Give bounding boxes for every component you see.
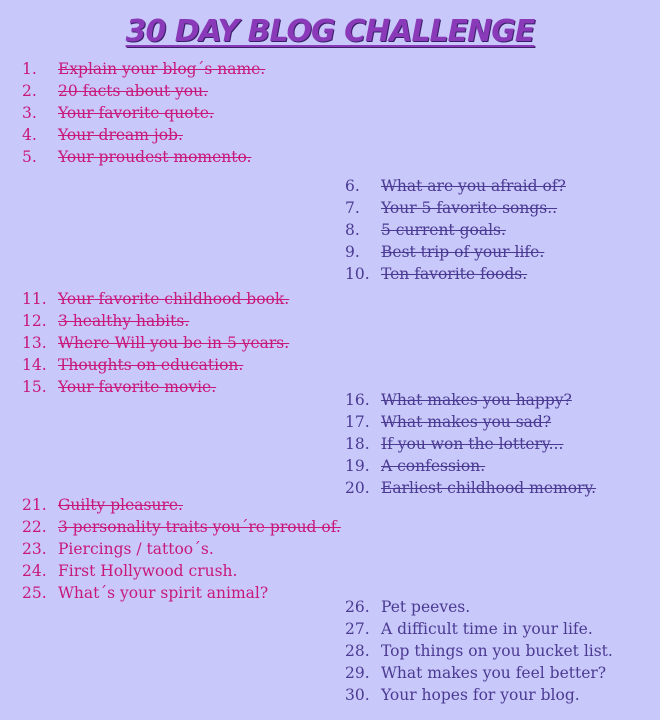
challenge-item	[345, 455, 596, 477]
item-text: Pet peeves.	[381, 598, 471, 616]
item-text: What makes you feel better?	[381, 664, 607, 682]
item-number: 10.	[345, 265, 370, 283]
item-number: 26.	[345, 598, 370, 616]
page-title: 30 DAY BLOG CHALLENGE	[125, 14, 535, 49]
item-text: Guilty pleasure.	[58, 496, 183, 514]
challenge-item	[22, 102, 265, 124]
item-text: Your dream job.	[58, 126, 183, 144]
item-text: 3 healthy habits.	[58, 312, 190, 330]
item-number: 5.	[22, 148, 37, 166]
item-number: 7.	[345, 199, 360, 217]
challenge-item	[345, 662, 613, 684]
item-text: Piercings / tattoo´s.	[58, 540, 214, 558]
item-text: Explain your blog´s name.	[58, 60, 266, 78]
item-text: What are you afraid of?	[381, 177, 566, 195]
item-text: Top things on you bucket list.	[381, 642, 613, 660]
item-number: 20.	[345, 479, 370, 497]
challenge-group-6	[345, 596, 613, 706]
item-text: If you won the lottery...	[381, 435, 564, 453]
item-text: Your hopes for your blog.	[381, 686, 580, 704]
challenge-item	[22, 146, 265, 168]
item-number: 21.	[22, 496, 47, 514]
item-number: 29.	[345, 664, 370, 682]
item-number: 17.	[345, 413, 370, 431]
challenge-item	[22, 560, 341, 582]
item-text: Ten favorite foods.	[381, 265, 528, 283]
challenge-item	[22, 494, 341, 516]
challenge-group-4	[345, 389, 596, 499]
item-number: 16.	[345, 391, 370, 409]
item-text: Best trip of your life.	[381, 243, 545, 261]
challenge-group-1	[22, 58, 265, 168]
item-text: A difficult time in your life.	[381, 620, 593, 638]
item-number: 2.	[22, 82, 37, 100]
item-text: Earliest childhood memory.	[381, 479, 597, 497]
item-number: 24.	[22, 562, 47, 580]
item-text: Thoughts on education.	[58, 356, 244, 374]
item-number: 30.	[345, 686, 370, 704]
item-text: Your favorite childhood book.	[58, 290, 290, 308]
item-number: 13.	[22, 334, 47, 352]
item-number: 25.	[22, 584, 47, 602]
challenge-item	[22, 288, 289, 310]
item-number: 27.	[345, 620, 370, 638]
item-number: 18.	[345, 435, 370, 453]
item-number: 11.	[22, 290, 47, 308]
challenge-item	[345, 241, 566, 263]
item-number: 6.	[345, 177, 360, 195]
challenge-item	[345, 640, 613, 662]
challenge-item	[345, 596, 613, 618]
challenge-item	[345, 197, 566, 219]
challenge-item	[22, 80, 265, 102]
challenge-item	[22, 124, 265, 146]
item-number: 22.	[22, 518, 47, 536]
item-number: 8.	[345, 221, 360, 239]
item-number: 4.	[22, 126, 37, 144]
item-text: Your favorite quote.	[58, 104, 214, 122]
item-text: 5 current goals.	[381, 221, 506, 239]
item-text: Where Will you be in 5 years.	[58, 334, 290, 352]
challenge-item	[345, 433, 596, 455]
item-number: 9.	[345, 243, 360, 261]
challenge-item	[22, 516, 341, 538]
item-text: What makes you sad?	[381, 413, 552, 431]
challenge-item	[22, 332, 289, 354]
challenge-item	[345, 618, 613, 640]
item-number: 28.	[345, 642, 370, 660]
challenge-item	[345, 219, 566, 241]
challenge-item	[22, 354, 289, 376]
item-text: Your proudest momento.	[58, 148, 252, 166]
challenge-item	[345, 411, 596, 433]
challenge-group-3	[22, 288, 289, 398]
item-number: 23.	[22, 540, 47, 558]
challenge-item	[22, 376, 289, 398]
item-number: 1.	[22, 60, 37, 78]
item-number: 12.	[22, 312, 47, 330]
item-number: 3.	[22, 104, 37, 122]
item-text: A confession.	[381, 457, 486, 475]
challenge-item	[345, 684, 613, 706]
item-number: 14.	[22, 356, 47, 374]
item-text: Your 5 favorite songs..	[381, 199, 558, 217]
challenge-item	[22, 310, 289, 332]
item-text: What´s your spirit animal?	[58, 584, 269, 602]
item-number: 19.	[345, 457, 370, 475]
item-text: Your favorite movie.	[58, 378, 217, 396]
challenge-item	[345, 477, 596, 499]
item-number: 15.	[22, 378, 47, 396]
challenge-item	[22, 538, 341, 560]
challenge-item	[345, 175, 566, 197]
challenge-item	[345, 263, 566, 285]
item-text: First Hollywood crush.	[58, 562, 238, 580]
challenge-item	[345, 389, 596, 411]
challenge-group-2	[345, 175, 566, 285]
challenge-item	[22, 582, 341, 604]
challenge-group-5	[22, 494, 341, 604]
item-text: 20 facts about you.	[58, 82, 209, 100]
challenge-item	[22, 58, 265, 80]
item-text: 3 personality traits you´re proud of.	[58, 518, 341, 536]
item-text: What makes you happy?	[381, 391, 572, 409]
